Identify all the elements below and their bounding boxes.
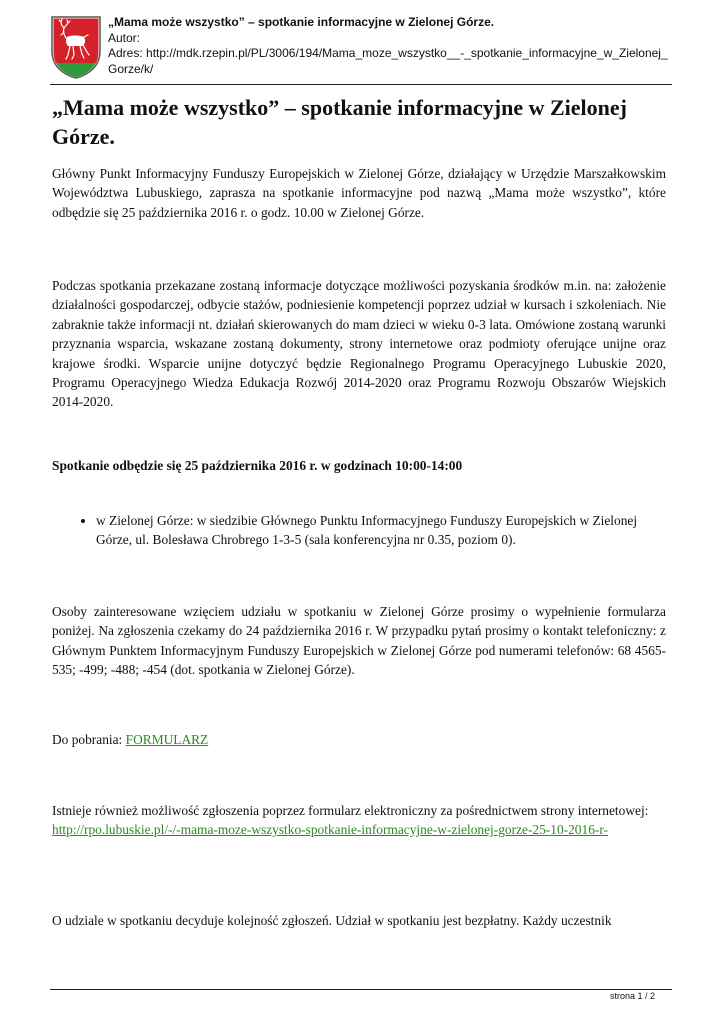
document-header (50, 15, 672, 81)
page-title: „Mama może wszystko” – spotkanie informacyjne w Zielonej Górze. (52, 95, 627, 149)
address-url: http://mdk.rzepin.pl/PL/3006/194/Mama_moze_wszystko__-_spotkanie_informacyjne_w_Zielonej_Gorze/k/ (108, 46, 668, 76)
coat-of-arms-icon (50, 15, 102, 79)
online-form-link[interactable]: http://rpo.lubuskie.pl/-/-mama-moze-wszystko-spotkanie-informacyjne-w-zielonej-gorze-25-10-2016-r- (52, 822, 609, 838)
address-line (108, 46, 674, 77)
schedule-heading: Spotkanie odbędzie się 25 października 2016 r. w godzinach 10:00-14:00 (52, 458, 463, 473)
intro-paragraph: Główny Punkt Informacyjny Funduszy Europejskich w Zielonej Górze, działający w Urzędzie Marszałkowskim Województwa Lubuskiego, zaprasza na spotkanie informacyjne pod nazwą „Mama może wszystko”, które odbędzie się 25 października 2016 r. o godz. 10.00 w Zielonej Górze. (52, 166, 666, 220)
registration-paragraph: Osoby zainteresowane wzięciem udziału w spotkaniu w Zielonej Górze prosimy o wypełnienie formularza poniżej. Na zgłoszenia czekamy do 24 października 2016 r. W przypadku pytań prosimy o kontakt telefoniczny: z Głównym Punktem Informacyjnym Funduszy Europejskich w Zielonej Górze pod numerami telefonów: 68 4565-535; -499; -488; -454 (dot. spotkania w Zielonej Górze). (52, 604, 666, 678)
page-number: strona 1 / 2 (609, 991, 655, 1001)
online-registration-paragraph (52, 801, 666, 840)
author-label: Autor: (108, 30, 141, 45)
details-paragraph: Podczas spotkania przekazane zostaną informacje dotyczące możliwości pozyskania środków m.in. na: założenie działalności gospodarczej, odbycie stażów, podniesienie kompetencji poprzez udział w kursach i szkoleniach. Nie zabraknie także informacji nt. działań skierowanych do mam dzieci w wieku 0-3 lata. Omówione zostaną warunki przyznania wsparcia, wskazane zostaną dokumenty, strony internetowe oraz podmioty oferujące unijne oraz krajowe środki. Wsparcie unijne dotyczyć będzie Regionalnego Programu Operacyjnego Lubuskie 2020, Programu Operacyjnego Wiedza Edukacja Rozwój 2014-2020 oraz Programu Rozwoju Obszarów Wiejskich 2014-2020. (52, 278, 666, 410)
header-divider (50, 84, 672, 85)
location-item: • w Zielonej Górze: w siedzibie Głównego Punktu Informacyjnego Funduszy Europejskich w Zielonej Górze, ul. Bolesława Chrobrego 1-3-5 (sala konferencyjna nr 0.35, poziom 0). (96, 511, 666, 550)
form-download-link[interactable]: FORMULARZ (125, 732, 209, 747)
header-title: „Mama może wszystko” – spotkanie informacyjne w Zielonej Górze. (108, 15, 495, 29)
download-line (52, 730, 666, 749)
address-label: Adres: (108, 46, 143, 60)
online-text: Istnieje również możliwość zgłoszenia poprzez formularz elektroniczny za pośrednictwem strony internetowej: (52, 803, 649, 818)
location-list (52, 511, 666, 550)
footer-divider (50, 989, 672, 990)
closing-paragraph: O udziale w spotkaniu decyduje kolejność zgłoszeń. Udział w spotkaniu jest bezpłatny. Każdy uczestnik (52, 913, 612, 928)
download-label: Do pobrania: (52, 732, 123, 747)
